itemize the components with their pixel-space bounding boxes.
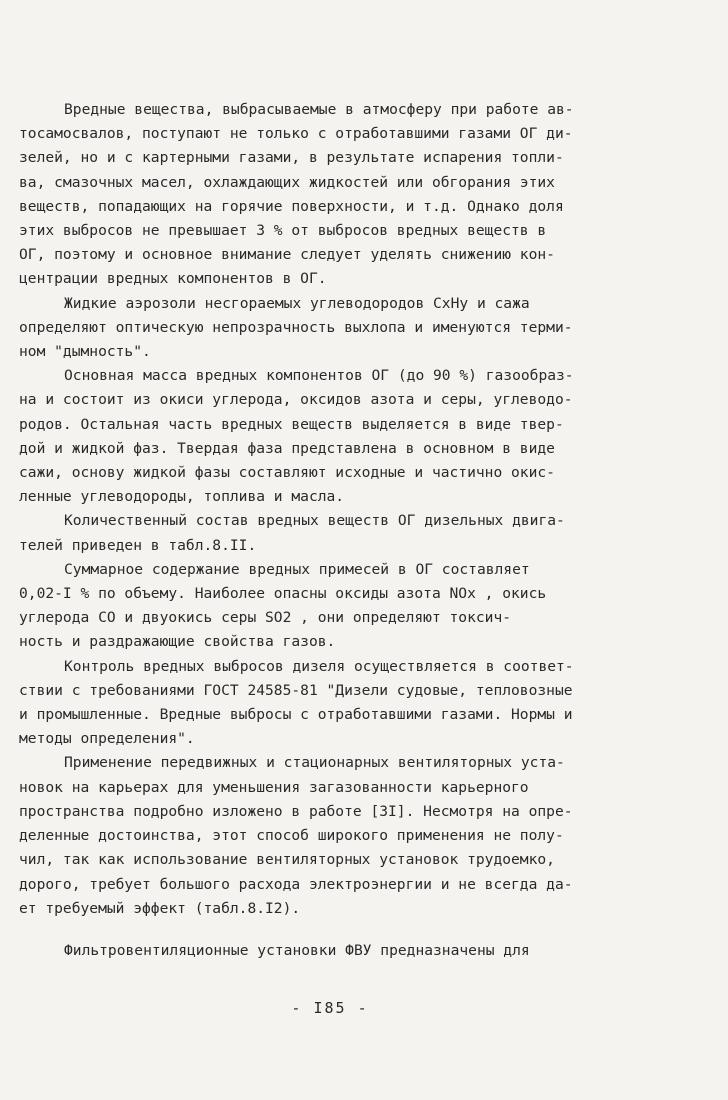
text-line: ствии с требованиями ГОСТ 24585-81 "Дизели судовые, тепловозные	[19, 681, 573, 699]
text-line: и промышленные. Вредные выбросы с отработавшими газами. Нормы и	[19, 706, 573, 724]
text-line: сажи, основу жидкой фазы составляют исходные и частично окис-	[19, 464, 555, 482]
text-line: чил, так как использование вентиляторных установок трудоемко,	[19, 851, 555, 869]
paragraph-emission-control-standard	[19, 655, 660, 752]
text-line: пространства подробно изложено в работе [3I]. Несмотря на опре-	[19, 802, 573, 820]
text-line: Применение передвижных и стационарных вентиляторных уста-	[64, 754, 565, 772]
text-line: центрации вредных компонентов в ОГ.	[19, 270, 327, 288]
text-line: Жидкие аэрозоли несгораемых углеводородов CxHy и сажа	[64, 294, 530, 312]
text-line: этих выбросов не превышает 3 % от выбросов вредных веществ в	[19, 222, 547, 240]
text-line: ленные углеводороды, топлива и масла.	[19, 488, 345, 506]
paragraph-ventilation-units	[19, 751, 660, 920]
paragraph-filter-ventilation-units	[19, 939, 660, 963]
paragraph-aerosols-smoke	[19, 292, 660, 365]
text-line: ва, смазочных масел, охлаждающих жидкостей или обгорания этих	[19, 173, 555, 191]
text-line: деленные достоинства, этот способ широкого применения не полу-	[19, 827, 564, 845]
text-line: новок на карьерах для уменьшения загазованности карьерного	[19, 778, 529, 796]
text-line: на и состоит из окиси углерода, оксидов азота и серы, углеводо-	[19, 391, 573, 409]
text-line: Суммарное содержание вредных примесей в ОГ составляет	[64, 560, 530, 578]
paragraph-quantitative-composition	[19, 509, 660, 557]
text-line: Основная масса вредных компонентов ОГ (до 90 %) газообраз-	[64, 367, 574, 385]
text-line: Фильтровентиляционные установки ФВУ предназначены для	[64, 941, 530, 959]
page-number: - I85 -	[291, 999, 369, 1017]
text-line: телей приведен в табл.8.II.	[19, 536, 257, 554]
text-line: 0,02-I % по объему. Наиболее опасны оксиды азота NOx , окись	[19, 585, 547, 603]
text-line: веществ, попадающих на горячие поверхности, и т.д. Однако доля	[19, 197, 564, 215]
text-line: дорого, требует большого расхода электроэнергии и не всегда да-	[19, 875, 573, 893]
text-line: ном "дымность".	[19, 343, 151, 361]
text-line: дой и жидкой фаз. Твердая фаза представлена в основном в виде	[19, 439, 555, 457]
text-line: углерода CO и двуокись серы SO2 , они определяют токсич-	[19, 609, 512, 627]
paragraph-total-impurities	[19, 558, 660, 655]
text-line: определяют оптическую непрозрачность выхлопа и именуются терми-	[19, 318, 573, 336]
text-line: Количественный состав вредных веществ ОГ дизельных двига-	[64, 512, 565, 530]
text-line: зелей, но и с картерными газами, в результате испарения топли-	[19, 149, 564, 167]
text-line: ет требуемый эффект (табл.8.I2).	[19, 899, 301, 917]
text-line: родов. Остальная часть вредных веществ выделяется в виде твер-	[19, 415, 564, 433]
text-line: ность и раздражающие свойства газов.	[19, 633, 336, 651]
text-line: Контроль вредных выбросов дизеля осуществляется в соответ-	[64, 657, 574, 675]
paragraph-harmful-emissions-sources	[19, 98, 660, 292]
paragraph-main-components	[19, 364, 660, 509]
text-line: тосамосвалов, поступают не только с отработавшими газами ОГ ди-	[19, 125, 573, 143]
text-line: методы определения".	[19, 730, 195, 748]
text-line: Вредные вещества, выбрасываемые в атмосферу при работе ав-	[64, 101, 574, 118]
text-line: ОГ, поэтому и основное внимание следует уделять снижению кон-	[19, 246, 555, 264]
